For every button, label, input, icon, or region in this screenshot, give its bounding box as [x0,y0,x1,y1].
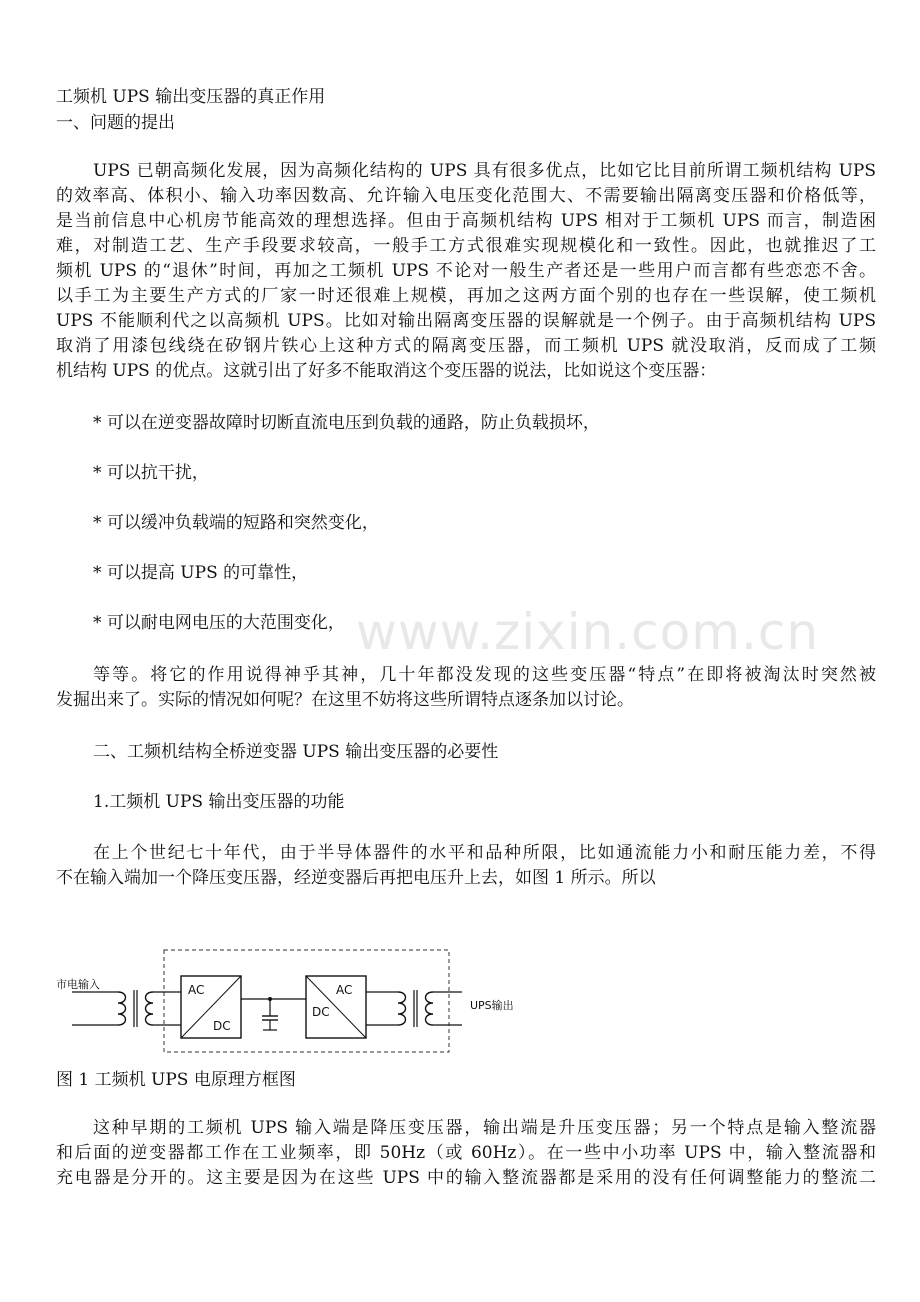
para2-line: 等等。将它的作用说得神乎其神，几十年都没发现的这些变压器“特点”在即将被淘汰时突然被 [93,665,876,685]
para4-line: 充电器是分开的。这主要是因为在这些 UPS 中的输入整流器都是采用的没有任何调整能力的整流二 [56,1168,876,1188]
bullet-item: * 可以在逆变器故障时切断直流电压到负载的通路，防止负载损坏， [93,413,600,433]
para1-line: 频机 UPS 的“退休”时间，再加之工频机 UPS 不论对一般生产者还是一些用户而言都有些恋恋不舍。 [56,261,876,281]
subsection-heading: 1.工频机 UPS 输出变压器的功能 [93,792,345,812]
para1-line: UPS 已朝高频化发展，因为高频化结构的 UPS 具有很多优点，比如它比目前所谓工频机结构 UPS [93,161,876,181]
bullet-item: * 可以提高 UPS 的可靠性， [93,563,309,583]
bullet-item: * 可以缓冲负载端的短路和突然变化， [93,513,379,533]
section-heading-1: 一、问题的提出 [56,113,175,133]
para1-line: UPS 不能顺利代之以高频机 UPS。比如对输出隔离变压器的误解就是一个例子。由于高频机结构 UPS [56,311,876,331]
watermark: www.zixin.com.cn [356,603,820,661]
section-heading-2: 二、工频机结构全桥逆变器 UPS 输出变压器的必要性 [93,742,499,762]
para1-line: 难，对制造工艺、生产手段要求较高，一般手工方式很难实现规模化和一致性。因此，也就推迟了工 [56,236,876,256]
para1-line: 的效率高、体积小、输入功率因数高、允许输入电压变化范围大、不需要输出隔离变压器和价格低等， [56,186,876,206]
para3-line: 在上个世纪七十年代，由于半导体器件的水平和品种所限，比如通流能力小和耐压能力差，不得 [93,843,876,863]
para3-line: 不在输入端加一个降压变压器，经逆变器后再把电压升上去，如图 1 所示。所以 [56,868,656,888]
figure-caption: 图 1 工频机 UPS 电原理方框图 [56,1070,296,1090]
dc-bus [241,997,306,1030]
rectifier-dc-label: DC [213,1019,231,1033]
bullet-item: * 可以抗干扰， [93,463,209,483]
rectifier-ac-label: AC [188,983,205,997]
para1-line: 以手工为主要生产方式的厂家一时还很难上规模，再加之这两方面个别的也存在一些误解，使工频机 [56,286,876,306]
para2-line: 发掘出来了。实际的情况如何呢？在这里不妨将这些所谓特点逐条加以讨论。 [56,690,634,710]
input-lines [72,992,118,1025]
para4-line: 和后面的逆变器都工作在工业频率，即 50Hz（或 60Hz）。在一些中小功率 UPS 中，输入整流器和 [56,1143,876,1163]
inverter-ac-label: AC [336,983,353,997]
para1-line: 机结构 UPS 的优点。这就引出了好多不能取消这个变压器的说法，比如说这个变压器： [56,361,717,381]
output-transformer [366,990,462,1027]
input-transformer [118,990,181,1027]
bullet-item: * 可以耐电网电压的大范围变化， [93,613,345,633]
output-label: UPS输出 [470,999,514,1012]
doc-title: 工频机 UPS 输出变压器的真正作用 [56,87,326,107]
para4-line: 这种早期的工频机 UPS 输入端是降压变压器，输出端是升压变压器；另一个特点是输入整流器 [93,1118,876,1138]
para1-line: 取消了用漆包线绕在矽钢片铁心上这种方式的隔离变压器，而工频机 UPS 就没取消，反而成了工频 [56,336,876,356]
para1-line: 是当前信息中心机房节能高效的理想选择。但由于高频机结构 UPS 相对于工频机 UPS 而言，制造困 [56,211,876,231]
ups-block-diagram [56,942,576,1056]
inverter-dc-label: DC [312,1005,330,1019]
input-label: 市电输入 [56,978,100,991]
